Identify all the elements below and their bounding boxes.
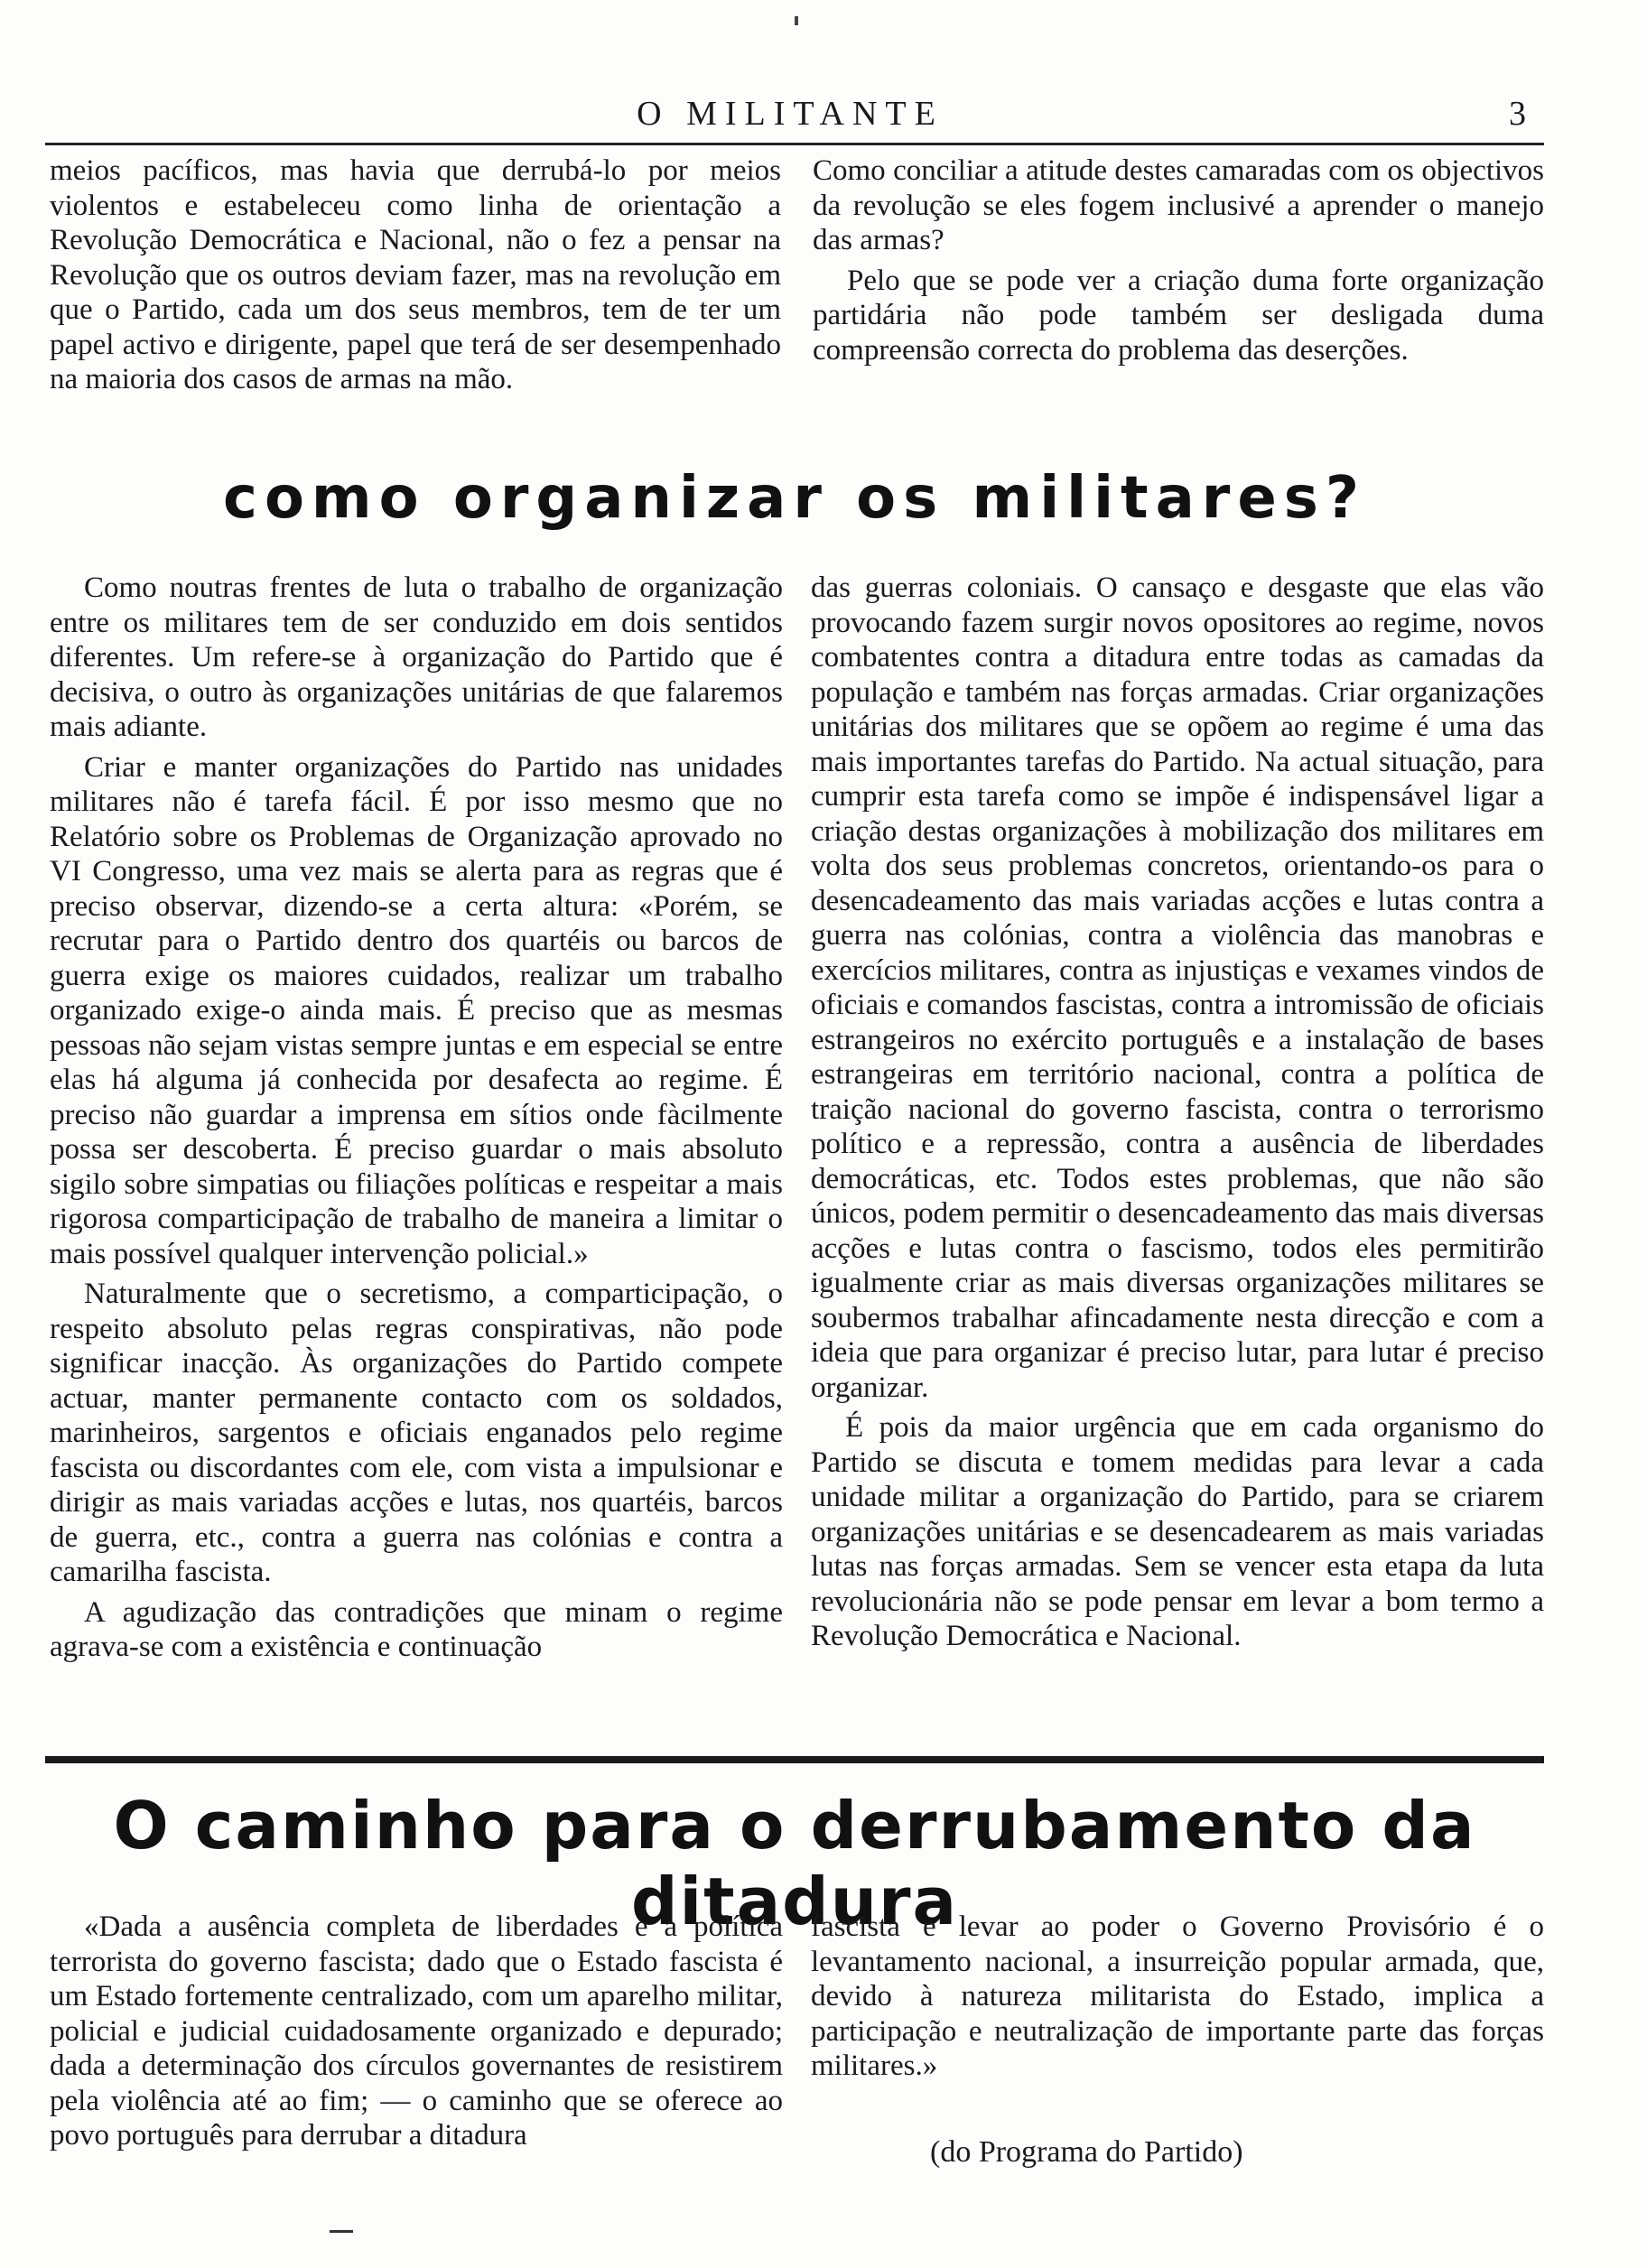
source-citation: (do Programa do Partido): [930, 2135, 1243, 2169]
paragraph: Criar e manter organizações do Partido nas unidades militares não é tarefa fácil. É por isso mesmo que no Relatório sobre os Problemas de Organização aprovado no VI Congresso, uma vez mais se alerta para as regras que é preciso observar, dizendo-se a certa altura: «Porém, se recrutar para o Partido dentro dos quartéis ou barcos de guerra exige os maiores cuidados, realizar um trabalho organizado exige-o ainda mais. É preciso que as mesmas pessoas não sejam vistas sempre juntas e em especial se entre elas há alguma já conhecida por desafecta ao regime. É preciso não guardar a imprensa em sítios onde fàcilmente possa ser descoberta. É preciso guardar o mais absoluto sigilo sobre simpatias ou filiações políticas e respeitar a mais rigorosa comparticipação de trabalho de maneira a limitar o mais possível qualquer intervenção policial.»: [50, 750, 783, 1270]
print-mark: [330, 2230, 353, 2233]
paragraph: Pelo que se pode ver a criação duma forte organização partidária não pode também ser desligada duma compreensão correcta do problema das deserções.: [813, 264, 1544, 367]
article2-right-column: [811, 1910, 1544, 2089]
paragraph: A agudização das contradições que minam o regime agrava-se com a existência e continuação: [50, 1595, 783, 1663]
page-number: 3: [1509, 95, 1526, 133]
paragraph: fascista e levar ao poder o Governo Provisório é o levantamento nacional, a insurreição popular armada, que, devido à natureza militarista do Estado, implica a participação e neutralização de importante parte das forças militares.»: [811, 1910, 1544, 2082]
section-divider: [45, 1756, 1544, 1763]
paragraph: meios pacíficos, mas havia que derrubá-lo por meios violentos e estabeleceu como linha de orientação a Revolução Democrática e Nacional, não o fez a pensar na Revolução que os outros deviam fazer, mas na revolução em que o Partido, cada um dos seus membros, tem de ter um papel activo e dirigente, papel que terá de ser desempenhado na maioria dos casos de armas na mão.: [50, 154, 781, 395]
top-left-column: [50, 153, 781, 403]
paragraph: das guerras coloniais. O cansaço e desgaste que elas vão provocando fazem surgir novos opositores ao regime, novos combatentes contra a ditadura entre todas as camadas da população e também nas forças armadas. Criar organizações unitárias dos militares que se opõem ao regime é uma das mais importantes tarefas do Partido. Na actual situação, para cumprir esta tarefa como se impõe é indispensável ligar a criação destas organizações à mobilização dos militares em volta dos seus problemas concretos, orientando-os para o desencadeamento das mais variadas acções e lutas contra a guerra nas colónias, contra a violência das manobras e exercícios militares, contra as injustiças e vexames vindos de oficiais e comandos fascistas, contra a intromissão de oficiais estrangeiros no exército português e a instalação de bases estrangeiras em território nacional, contra a política de traição nacional do governo fascista, contra o terrorismo político e a repressão, contra a ausência de liberdades democráticas, etc. Todos estes problemas, que não são únicos, podem permitir o desencadeamento das mais diversas acções e lutas contra o fascismo, todos eles permitirão igualmente criar as mais diversas organizações militares se soubermos trabalhar afincadamente nesta direcção e com a ideia que para organizar é preciso lutar, para lutar é preciso organizar.: [811, 572, 1544, 1404]
header-rule: [45, 143, 1544, 145]
paragraph: Como noutras frentes de luta o trabalho de organização entre os militares tem de ser conduzido em dois sentidos diferentes. Um refere-se à organização do Partido que é decisiva, o outro às organizações unitárias de que falaremos mais adiante.: [50, 572, 783, 743]
publication-title: O MILITANTE: [637, 95, 944, 133]
top-right-column: [813, 153, 1544, 373]
paragraph: «Dada a ausência completa de liberdades e a política terrorista do governo fascista; dado que o Estado fascista é um Estado fortemente centralizado, com um aparelho militar, policial e judicial cuidadosamente organizado e depurado; dada a determinação dos círculos governantes de resistirem pela violência até ao fim; — o caminho que se oferece ao povo português para derrubar a ditadura: [50, 1910, 783, 2152]
paragraph: Naturalmente que o secretismo, a comparticipação, o respeito absoluto pelas regras conspirativas, não pode significar inacção. Às organizações do Partido compete actuar, manter permanente contacto com os soldados, marinheiros, sargentos e oficiais enganados pelo regime fascista ou discordantes com ele, com vista a impulsionar e dirigir as mais variadas acções e lutas, nos quartéis, barcos de guerra, etc., contra a guerra nas colónias e contra a camarilha fascista.: [50, 1278, 783, 1588]
article-heading: O caminho para o derrubamento da ditadura: [113, 1788, 1476, 1939]
article-heading: como organizar os militares?: [223, 465, 1366, 532]
print-mark: [795, 16, 798, 25]
paragraph: É pois da maior urgência que em cada organismo do Partido se discuta e tomem medidas para levar a cada unidade militar a organização do Partido, para se criarem organizações unitárias e se desencadearem as mais variadas lutas nas forças armadas. Sem se vencer esta etapa da luta revolucionária não se pode pensar em levar a bom termo a Revolução Democrática e Nacional.: [811, 1411, 1544, 1652]
paragraph: Como conciliar a atitude destes camaradas com os objectivos da revolução se eles fogem inclusivé a aprender o manejo das armas?: [813, 154, 1544, 256]
article1-right-column: [811, 571, 1544, 1659]
article2-left-column: [50, 1910, 783, 2159]
article1-left-column: [50, 571, 783, 1670]
